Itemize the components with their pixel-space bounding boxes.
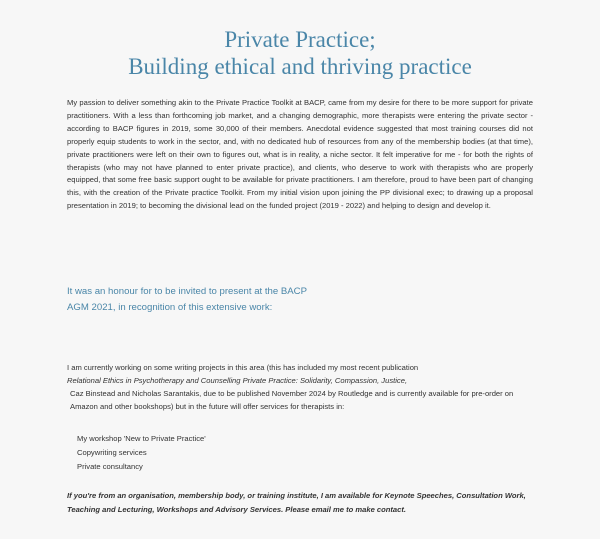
service-item-workshop: My workshop 'New to Private Practice' [77,434,206,443]
book-title: Relational Ethics in Psychotherapy and Counselling Private Practice: Solidarity, Compassion, Justice, [67,375,408,385]
honour-statement [67,284,367,316]
contact-call-to-action: If you're from an organisation, membership body, or training institute, I am available for Keynote Speeches, Consultation Work, Teaching and Lecturing, Workshops and Advisory Services. Please email me to make contact. [67,491,526,514]
page-title [0,26,600,80]
honour-line-1: It was an honour for to be invited to present at the BACP [67,286,307,297]
intro-paragraph: My passion to deliver something akin to the Private Practice Toolkit at BACP, came from my desire for there to be more support for private practitioners. With a less than forthcoming job market, and a changing demographic, more therapists were entering the private sector - according to BACP figures in 2019, some 30,000 of their members. Anecdotal evidence suggested that most training courses did not properly equip students to work in the sector, and, with no dedicated hub of resources from any of the membership bodies (at that time), private practitioners were left on their own to figures out, what is in reality, a niche sector. It felt imperative for me - for both the rights of therapists (who may not have planned to enter private practice), and clients, who deserve to work with therapists who are properly equipped, that some free basic support ought to be available for private practitioners. I am therefore, proud to have been part of changing this, with the creation of the Private practice Toolkit. From my initial vision upon joining the PP divisional exec; to drawing up a proposal presentation in 2019; to becoming the divisional lead on the funded project (2019 - 2022) and helping to design and develop it. [67,98,533,211]
writing-lead: I am currently working on some writing projects in this area (this has included my most recent publication [67,363,419,372]
service-item-consultancy: Private consultancy [77,462,143,471]
services-list [77,432,206,474]
honour-line-2: AGM 2021, in recognition of this extensive work: [67,302,273,313]
service-item-copywriting: Copywriting services [77,448,147,457]
writing-paragraph [67,362,533,414]
writing-details: Caz Binstead and Nicholas Sarantakis, due to be published November 2024 by Routledge and is currently available for pre-order on Amazon and other bookshops) but in the future will offer services for therapists in: [70,388,514,411]
page-title-line-2: Building ethical and thriving practice [128,54,472,79]
page-title-line-1: Private Practice; [224,27,376,52]
